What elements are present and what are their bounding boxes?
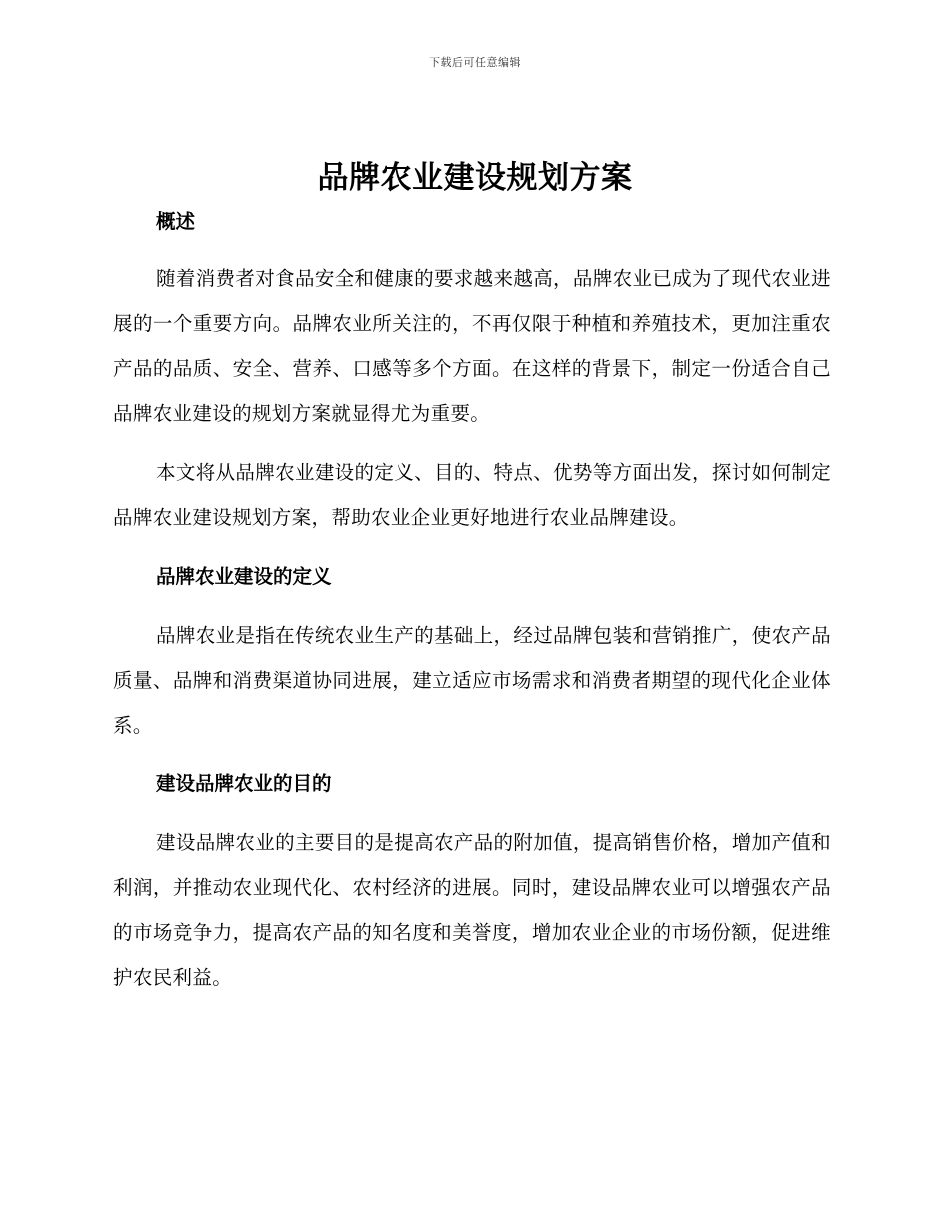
document-body xyxy=(113,203,831,1000)
paragraph-purpose: 建设品牌农业的主要目的是提高农产品的附加值，提高销售价格，增加产值和利润，并推动农业现代化、农村经济的进展。同时，建设品牌农业可以增强农产品的市场竞争力，提高农产品的知名度和美誉度，增加农业企业的市场份额，促进维护农民利益。 xyxy=(113,831,831,989)
paragraph-overview-1: 随着消费者对食品安全和健康的要求越来越高，品牌农业已成为了现代农业进展的一个重要方向。品牌农业所关注的，不再仅限于种植和养殖技术，更加注重农产品的品质、安全、营养、口感等多个方面。在这样的背景下，制定一份适合自己品牌农业建设的规划方案就显得尤为重要。 xyxy=(113,267,831,425)
section-heading-definition: 品牌农业建设的定义 xyxy=(156,565,332,588)
section-heading-purpose: 建设品牌农业的目的 xyxy=(156,772,332,795)
paragraph-overview-2: 本文将从品牌农业建设的定义、目的、特点、优势等方面出发，探讨如何制定品牌农业建设规划方案，帮助农业企业更好地进行农业品牌建设。 xyxy=(113,461,831,529)
header-note: 下载后可任意编辑 xyxy=(429,56,521,69)
document-title: 品牌农业建设规划方案 xyxy=(317,160,633,196)
paragraph-definition: 品牌农业是指在传统农业生产的基础上，经过品牌包装和营销推广，使农产品质量、品牌和消费渠道协同进展，建立适应市场需求和消费者期望的现代化企业体系。 xyxy=(113,624,831,737)
section-heading-overview: 概述 xyxy=(156,210,196,233)
